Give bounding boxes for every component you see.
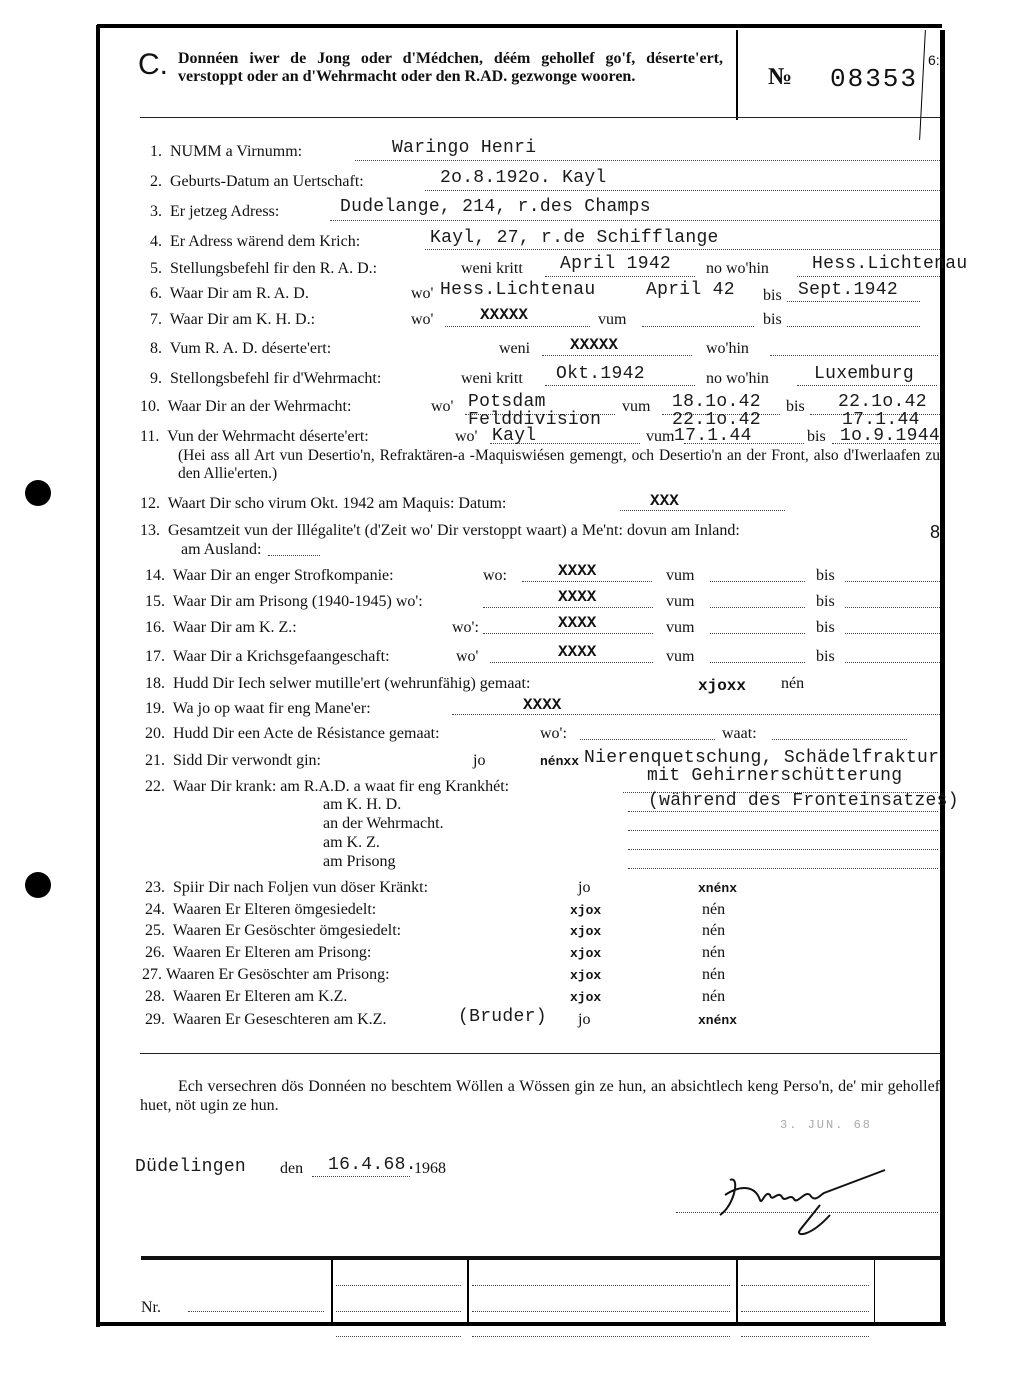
q13-inland-value[interactable]: 8	[930, 522, 941, 542]
q15-bis-line	[845, 607, 940, 608]
q20-waat-line	[772, 739, 907, 740]
q23-label: 23. Spiir Dir nach Foljen vun döser Kränkt:	[145, 879, 429, 896]
footer-nr-line[interactable]	[188, 1311, 324, 1312]
q24-label: 24. Waaren Er Elteren ömgesiedelt:	[145, 901, 377, 918]
footer-cell-1-2[interactable]	[336, 1311, 461, 1312]
q7-vum-label: vum	[598, 311, 627, 328]
q6-label: 6. Waar Dir am R. A. D.	[150, 285, 309, 302]
q18-nen-option[interactable]: nén	[781, 675, 805, 692]
q20-wo-line	[580, 739, 715, 740]
q17-vum-line	[710, 662, 805, 663]
q10-vum-label: vum	[622, 398, 651, 415]
q5-weni-line	[545, 276, 695, 277]
q11-note: (Hei ass all Art vun Desertio'n, Refraktären-a -Maquiswiésen gemengt, och Desertio'n an der Front, also d'Iwerlaafen zu den Allie'erten.)	[178, 447, 940, 482]
q17-wo-line	[490, 662, 653, 663]
q17-bis-label: bis	[816, 648, 835, 665]
footer-cell-1-1[interactable]	[336, 1285, 461, 1286]
q11-wo-label: wo'	[455, 428, 478, 445]
section-letter: C.	[138, 48, 168, 81]
q19-line	[452, 714, 940, 715]
q3-value-address[interactable]: Dudelange, 214, r.des Champs	[340, 197, 651, 217]
q11-wo-value[interactable]: Kayl	[492, 426, 537, 446]
q5-weni-label: weni kritt	[461, 260, 523, 277]
q10-label: 10. Waar Dir an der Wehrmacht:	[140, 398, 352, 415]
q21-jo-option[interactable]: jo	[473, 752, 486, 769]
footer-cell-1-3[interactable]	[336, 1336, 461, 1337]
q10-wo-value-2[interactable]: Felddivision	[468, 410, 602, 430]
q26-nen[interactable]: nén	[702, 944, 726, 961]
q10-bis-label: bis	[786, 398, 805, 415]
q22-prisong-line	[628, 868, 938, 869]
footer-col-divider-3	[736, 1260, 738, 1326]
q3-label: 3. Er jetzeg Adress:	[150, 203, 280, 220]
punch-hole-top	[25, 480, 51, 506]
q7-bis-label: bis	[763, 311, 782, 328]
q9-weni-label: weni kritt	[461, 370, 523, 387]
q12-label: 12. Waart Dir scho virum Okt. 1942 am Maquis: Datum:	[140, 495, 507, 512]
q28-label: 28. Waaren Er Elteren am K.Z.	[145, 988, 348, 1005]
q14-vum-line	[710, 581, 805, 582]
q5-wohin-line	[797, 276, 940, 277]
handwritten-signature	[700, 1165, 900, 1245]
q9-wohin-line	[797, 385, 937, 386]
footer-cell-2-3[interactable]	[472, 1336, 730, 1337]
q8-weni-line	[542, 355, 692, 356]
q5-label: 5. Stellungsbefehl fir den R. A. D.:	[150, 260, 378, 277]
form-number: 08353	[830, 64, 919, 94]
den-label: den	[280, 1160, 304, 1177]
q7-wo-label: wo'	[411, 311, 434, 328]
q2-value-birth[interactable]: 2o.8.192o. Kayl	[440, 168, 607, 188]
q22-sub-kz: am K. Z.	[323, 834, 380, 851]
footer-cell-3-1[interactable]	[741, 1285, 869, 1286]
q14-label: 14. Waar Dir an enger Strofkompanie:	[145, 567, 394, 584]
q10-wo-label: wo'	[431, 398, 454, 415]
q16-vum-label: vum	[666, 619, 695, 636]
q5-weni-value[interactable]: April 1942	[560, 254, 672, 274]
footer-cell-2-1[interactable]	[472, 1285, 730, 1286]
q13-ausland-label: am Ausland:	[181, 541, 262, 558]
q1-label: 1. NUMM a Virnumm:	[150, 143, 303, 160]
q29-extra-value[interactable]: (Bruder)	[458, 1007, 547, 1027]
q5-wohin-label: no wo'hin	[706, 260, 769, 277]
q16-bis-line	[845, 633, 940, 634]
date-line	[312, 1176, 410, 1177]
q27-jo-struck[interactable]: xjox	[570, 968, 602, 983]
footer-cell-2-2[interactable]	[472, 1311, 730, 1312]
q14-wo-label: wo:	[483, 567, 507, 584]
q22-sub-wehrmacht: an der Wehrmacht.	[323, 815, 444, 832]
q21-injury-value[interactable]: Nierenquetschung, Schädelfraktur	[584, 748, 940, 768]
q4-value-war-address[interactable]: Kayl, 27, r.de Schifflange	[430, 228, 719, 248]
q28-nen[interactable]: nén	[702, 988, 726, 1005]
q1-line	[355, 160, 940, 161]
q27-nen[interactable]: nén	[702, 966, 726, 983]
q11-label: 11. Vun der Wehrmacht déserte'ert:	[140, 428, 369, 445]
q15-wo-line	[483, 607, 653, 608]
q23-jo[interactable]: jo	[578, 879, 591, 896]
q3-line	[330, 220, 940, 221]
q29-nen-struck[interactable]: xnénx	[698, 1013, 738, 1028]
q22-khd-line	[628, 811, 938, 812]
q7-bis-line	[787, 326, 920, 327]
q27-label: 27. Waaren Er Gesöschter am Prisong:	[142, 966, 390, 983]
signature-place[interactable]: Düdelingen	[135, 1157, 247, 1177]
q19-value[interactable]: XXXX	[523, 696, 562, 714]
q26-jo-struck[interactable]: xjox	[570, 946, 602, 961]
q23-nen-struck[interactable]: xnénx	[698, 881, 738, 896]
footer-col-divider-1	[331, 1260, 333, 1326]
q5-wohin-value[interactable]: Hess.Lichtenau	[812, 254, 968, 274]
q14-vum-label: vum	[666, 567, 695, 584]
q14-wo-value[interactable]: XXXX	[558, 562, 597, 580]
q9-weni-line	[545, 385, 695, 386]
q2-label: 2. Geburts-Datum an Uertschaft:	[150, 173, 364, 190]
q11-vum-label: vum	[646, 428, 675, 445]
q12-value[interactable]: XXX	[650, 492, 679, 510]
q17-bis-line	[845, 662, 940, 663]
q9-weni-value[interactable]: Okt.1942	[556, 364, 645, 384]
q25-jo-struck[interactable]: xjox	[570, 924, 602, 939]
q18-label: 18. Hudd Dir Iech selwer mutille'ert (wehrunfähig) gemaat:	[145, 675, 531, 692]
number-label: №	[768, 64, 793, 90]
handwritten-pen-stroke	[919, 30, 926, 140]
q9-wohin-value[interactable]: Luxemburg	[814, 364, 914, 384]
q20-wo-label: wo':	[540, 725, 567, 742]
q16-wo-value[interactable]: XXXX	[558, 614, 597, 632]
signature-date[interactable]: 16.4.68.	[328, 1155, 417, 1175]
q14-bis-label: bis	[816, 567, 835, 584]
q18-jo-struck[interactable]: xjoxx	[698, 677, 747, 695]
q17-vum-label: vum	[666, 648, 695, 665]
q25-label: 25. Waaren Er Gesöschter ömgesiedelt:	[145, 922, 402, 939]
q15-vum-label: vum	[666, 593, 695, 610]
q20-waat-label: waat:	[722, 725, 757, 742]
q1-value-name[interactable]: Waringo Henri	[392, 138, 537, 158]
footer-col-divider-2	[467, 1260, 469, 1326]
punch-hole-bottom	[25, 872, 51, 898]
q4-line	[425, 249, 940, 250]
q22-sub-prisong: am Prisong	[323, 853, 396, 870]
q7-label: 7. Waar Dir am K. H. D.:	[150, 311, 316, 328]
footer-table-top-rule	[141, 1256, 941, 1260]
q10-vum-value[interactable]: 18.1o.42	[672, 392, 761, 412]
q16-label: 16. Waar Dir am K. Z.:	[145, 619, 297, 636]
q17-wo-value[interactable]: XXXX	[558, 643, 597, 661]
q13-ausland-line	[268, 555, 320, 556]
footer-nr-label: Nr.	[141, 1299, 161, 1316]
header-bottom-rule	[140, 117, 940, 118]
q8-weni-label: weni	[499, 340, 531, 357]
q4-label: 4. Er Adress wärend dem Krich:	[150, 233, 361, 250]
q24-nen[interactable]: nén	[702, 901, 726, 918]
q26-label: 26. Waaren Er Elteren am Prisong:	[145, 944, 372, 961]
q11-bis-label: bis	[807, 428, 826, 445]
frame-right-border	[940, 30, 945, 1325]
q17-label: 17. Waar Dir a Krichsgefaangeschaft:	[145, 648, 390, 665]
q7-wo-line	[445, 326, 590, 327]
q20-label: 20. Hudd Dir een Acte de Résistance gemaat:	[145, 725, 440, 742]
q13-label: 13. Gesamtzeit vun der Illégalite't (d'Zeit wo' Dir verstoppt waart) a Me'nt: dovun am Inland:	[140, 522, 740, 539]
q6-bis-label: bis	[763, 287, 782, 304]
q21-nen-struck[interactable]: nénxx	[540, 754, 580, 769]
q22-answer-line-2[interactable]: (während des Fronteinsatzes)	[648, 791, 959, 811]
q6-bis-line	[787, 301, 920, 302]
q14-wo-line	[522, 581, 652, 582]
footer-cell-3-3[interactable]	[741, 1336, 869, 1337]
q8-weni-value[interactable]: XXXXX	[570, 336, 619, 354]
q2-line	[425, 190, 940, 191]
q29-label: 29. Waaren Er Geseschteren am K.Z.	[145, 1011, 387, 1028]
q11-bis-value[interactable]: 1o.9.1944	[840, 426, 940, 446]
q15-wo-value[interactable]: XXXX	[558, 588, 597, 606]
q6-wo-label: wo'	[411, 285, 434, 302]
q6-vum-value[interactable]: April 42	[646, 280, 735, 300]
q9-wohin-label: no wo'hin	[706, 370, 769, 387]
received-stamp: 3. JUN. 68	[780, 1118, 873, 1132]
questions-bottom-rule	[140, 1053, 940, 1054]
frame-bottom-border	[96, 1322, 946, 1326]
q29-jo[interactable]: jo	[578, 1011, 591, 1028]
q15-bis-label: bis	[816, 593, 835, 610]
q14-bis-line	[845, 581, 940, 582]
q16-vum-line	[710, 633, 805, 634]
q9-label: 9. Stellongsbefehl fir d'Wehrmacht:	[150, 370, 382, 387]
q25-nen[interactable]: nén	[702, 922, 726, 939]
q21-label: 21. Sidd Dir verwondt gin:	[145, 752, 321, 769]
q7-vum-line	[642, 326, 754, 327]
frame-left-border	[96, 25, 100, 1327]
frame-top-border	[97, 24, 942, 28]
q10-wo-value[interactable]: Potsdam	[468, 392, 546, 412]
q24-jo-struck[interactable]: xjox	[570, 903, 602, 918]
declaration-text: Ech versechren dös Donnéen no beschtem Wöllen a Wössen gin ze hun, an absichtlech keng Perso'n, de' mir gehollef huet, nöt ugin ze hun.	[140, 1078, 940, 1114]
q10-vum-value-2[interactable]: 22.1o.42	[672, 410, 761, 430]
q11-vum-value[interactable]: 17.1.44	[674, 426, 752, 446]
q10-bis-value-2[interactable]: 17.1.44	[842, 410, 920, 430]
footer-cell-3-2[interactable]	[741, 1311, 869, 1312]
q16-bis-label: bis	[816, 619, 835, 636]
q8-wohin-label: wo'hin	[706, 340, 749, 357]
q8-label: 8. Vum R. A. D. déserte'ert:	[150, 340, 332, 357]
q6-wo-value[interactable]: Hess.Lichtenau	[440, 280, 596, 300]
footer-col-divider-4	[874, 1260, 875, 1326]
q17-wo-label: wo'	[456, 648, 479, 665]
q12-line	[620, 510, 785, 511]
q15-label: 15. Waar Dir am Prisong (1940-1945) wo':	[145, 593, 423, 610]
q16-wo-line	[483, 633, 653, 634]
signature-year: 1968	[414, 1160, 446, 1177]
q22-sub-khd: am K. H. D.	[323, 796, 402, 813]
q22-label: 22. Waar Dir krank: am R.A.D. a waat fir eng Krankhét:	[145, 778, 510, 795]
q6-bis-value[interactable]: Sept.1942	[798, 280, 898, 300]
q22-wehrmacht-line	[628, 830, 938, 831]
q15-vum-line	[710, 607, 805, 608]
q7-wo-value[interactable]: XXXXX	[480, 306, 529, 324]
q8-wohin-line	[770, 355, 938, 356]
q28-jo-struck[interactable]: xjox	[570, 990, 602, 1005]
q10-bis-value[interactable]: 22.1o.42	[838, 392, 927, 412]
q19-label: 19. Wa jo op waat fir eng Mane'er:	[145, 700, 371, 717]
section-title: Donnéen iwer de Jong oder d'Médchen, déém gehollef go'f, déserte'ert, verstoppt oder an d'Wehrmacht oder den R.AD. gezwonge wooren.	[178, 50, 723, 85]
q16-wo-label: wo':	[452, 619, 479, 636]
q22-answer-line-1[interactable]: mit Gehirnerschütterung	[647, 766, 903, 786]
margin-note: 6:	[928, 52, 940, 68]
header-divider	[736, 30, 738, 120]
q22-kz-line	[628, 849, 938, 850]
